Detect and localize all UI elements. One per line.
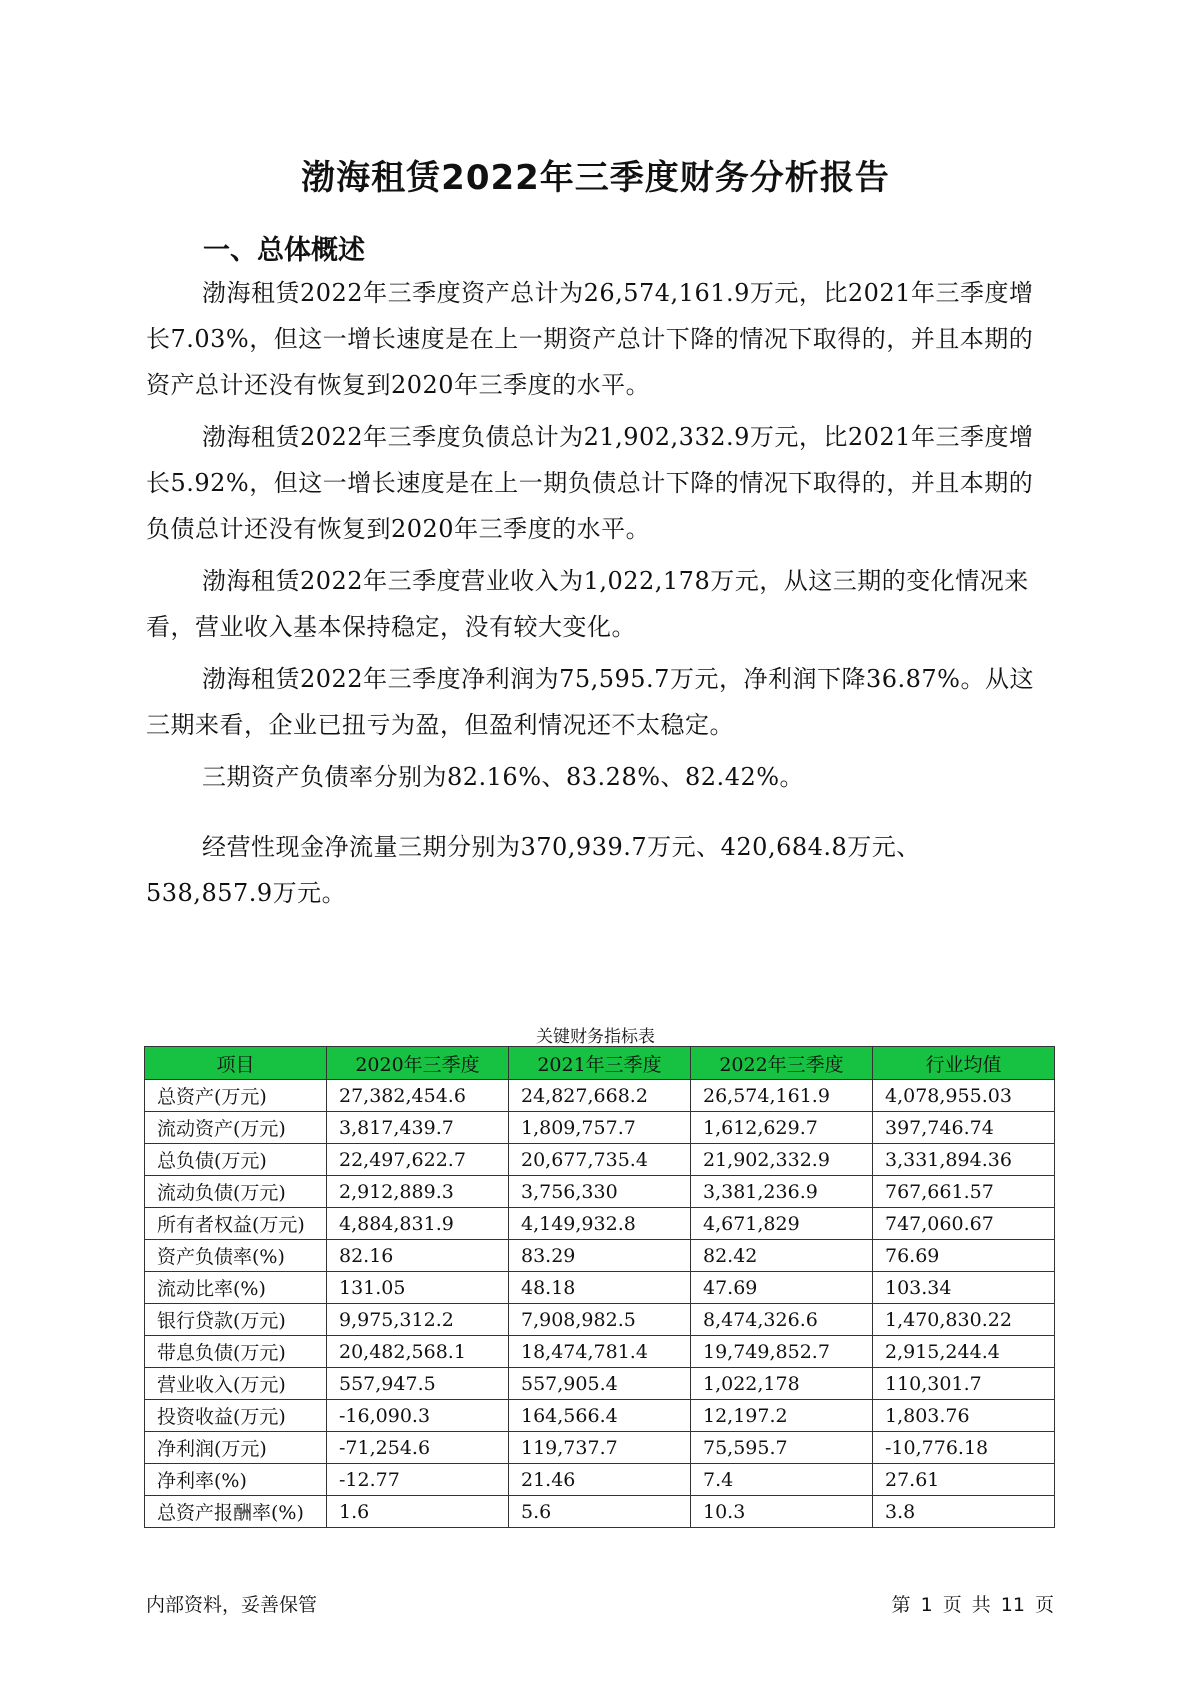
table-cell: 2,915,244.4 — [873, 1336, 1055, 1368]
table-cell: 27.61 — [873, 1464, 1055, 1496]
table-header-row — [145, 1047, 1055, 1080]
table-cell: 7,908,982.5 — [509, 1304, 691, 1336]
paragraph-liabilities: 渤海租赁2022年三季度负债总计为21,902,332.9万元，比2021年三季度增长5.92%，但这一增长速度是在上一期负债总计下降的情况下取得的，并且本期的负债总计还没有恢复到2020年三季度的水平。 — [146, 423, 1034, 543]
table-row — [145, 1176, 1055, 1208]
table-row — [145, 1112, 1055, 1144]
table-cell: 164,566.4 — [509, 1400, 691, 1432]
table-cell: 75,595.7 — [691, 1432, 873, 1464]
footer-page-number: 第 1 页 共 11 页 — [891, 1594, 1054, 1616]
table-row — [145, 1368, 1055, 1400]
table-cell: 3,817,439.7 — [327, 1112, 509, 1144]
table-row-label: 带息负债(万元) — [145, 1336, 327, 1368]
table-row — [145, 1464, 1055, 1496]
footer-confidential-note: 内部资料，妥善保管 — [146, 1594, 318, 1616]
table-row — [145, 1496, 1055, 1528]
table-row-label: 总负债(万元) — [145, 1144, 327, 1176]
table-cell: 7.4 — [691, 1464, 873, 1496]
table-row-label: 流动比率(%) — [145, 1272, 327, 1304]
table-row-label: 银行贷款(万元) — [145, 1304, 327, 1336]
table-row — [145, 1208, 1055, 1240]
paragraph-revenue: 渤海租赁2022年三季度营业收入为1,022,178万元，从这三期的变化情况来看，营业收入基本保持稳定，没有较大变化。 — [146, 567, 1029, 641]
table-cell: 24,827,668.2 — [509, 1080, 691, 1112]
table-cell: 26,574,161.9 — [691, 1080, 873, 1112]
table-header-cell: 行业均值 — [873, 1047, 1055, 1080]
table-row-label: 营业收入(万元) — [145, 1368, 327, 1400]
table-cell: 27,382,454.6 — [327, 1080, 509, 1112]
table-cell: 1,612,629.7 — [691, 1112, 873, 1144]
table-cell: 397,746.74 — [873, 1112, 1055, 1144]
table-cell: 557,947.5 — [327, 1368, 509, 1400]
table-caption: 关键财务指标表 — [536, 1027, 655, 1047]
table-row — [145, 1304, 1055, 1336]
table-cell: 19,749,852.7 — [691, 1336, 873, 1368]
table-cell: 82.42 — [691, 1240, 873, 1272]
table-cell: 131.05 — [327, 1272, 509, 1304]
table-cell: 5.6 — [509, 1496, 691, 1528]
table-row — [145, 1272, 1055, 1304]
table-cell: 1.6 — [327, 1496, 509, 1528]
table-cell: 119,737.7 — [509, 1432, 691, 1464]
table-row-label: 投资收益(万元) — [145, 1400, 327, 1432]
table-row-label: 流动资产(万元) — [145, 1112, 327, 1144]
table-row-label: 净利润(万元) — [145, 1432, 327, 1464]
table-header-cell: 项目 — [145, 1047, 327, 1080]
table-cell: 4,884,831.9 — [327, 1208, 509, 1240]
section-heading-overview: 一、总体概述 — [203, 235, 365, 266]
table-cell: 3,756,330 — [509, 1176, 691, 1208]
paragraph-net-profit: 渤海租赁2022年三季度净利润为75,595.7万元，净利润下降36.87%。从这三期来看，企业已扭亏为盈，但盈利情况还不太稳定。 — [146, 665, 1034, 739]
table-header-cell: 2021年三季度 — [509, 1047, 691, 1080]
paragraph-assets: 渤海租赁2022年三季度资产总计为26,574,161.9万元，比2021年三季度增长7.03%，但这一增长速度是在上一期资产总计下降的情况下取得的，并且本期的资产总计还没有恢复到2020年三季度的水平。 — [146, 279, 1034, 399]
table-cell: 4,078,955.03 — [873, 1080, 1055, 1112]
table-cell: -12.77 — [327, 1464, 509, 1496]
table-cell: 21.46 — [509, 1464, 691, 1496]
table-row — [145, 1400, 1055, 1432]
table-row — [145, 1432, 1055, 1464]
table-cell: 9,975,312.2 — [327, 1304, 509, 1336]
table-header-cell: 2022年三季度 — [691, 1047, 873, 1080]
table-row-label: 总资产(万元) — [145, 1080, 327, 1112]
table-header-cell: 2020年三季度 — [327, 1047, 509, 1080]
table-row-label: 总资产报酬率(%) — [145, 1496, 327, 1528]
table-cell: 10.3 — [691, 1496, 873, 1528]
key-financial-indicators-table — [144, 1046, 1055, 1528]
table-cell: -16,090.3 — [327, 1400, 509, 1432]
table-row — [145, 1336, 1055, 1368]
table-cell: 1,022,178 — [691, 1368, 873, 1400]
table-cell: 1,803.76 — [873, 1400, 1055, 1432]
table-cell: 47.69 — [691, 1272, 873, 1304]
table-cell: 82.16 — [327, 1240, 509, 1272]
table-cell: 20,482,568.1 — [327, 1336, 509, 1368]
table-cell: 20,677,735.4 — [509, 1144, 691, 1176]
report-title: 渤海租赁2022年三季度财务分析报告 — [301, 158, 890, 198]
table-row-label: 净利率(%) — [145, 1464, 327, 1496]
table-cell: 83.29 — [509, 1240, 691, 1272]
table-cell: 2,912,889.3 — [327, 1176, 509, 1208]
table-row-label: 资产负债率(%) — [145, 1240, 327, 1272]
paragraph-cash-flow: 经营性现金净流量三期分别为370,939.7万元、420,684.8万元、538,857.9万元。 — [146, 833, 921, 907]
paragraph-debt-ratio: 三期资产负债率分别为82.16%、83.28%、82.42%。 — [202, 763, 805, 791]
table-cell: 3,381,236.9 — [691, 1176, 873, 1208]
table-cell: 22,497,622.7 — [327, 1144, 509, 1176]
table-row-label: 流动负债(万元) — [145, 1176, 327, 1208]
table-cell: 1,470,830.22 — [873, 1304, 1055, 1336]
table-cell: 12,197.2 — [691, 1400, 873, 1432]
table-cell: 3.8 — [873, 1496, 1055, 1528]
table-cell: 103.34 — [873, 1272, 1055, 1304]
table-cell: 18,474,781.4 — [509, 1336, 691, 1368]
table-cell: 747,060.67 — [873, 1208, 1055, 1240]
table-cell: 76.69 — [873, 1240, 1055, 1272]
table-cell: 48.18 — [509, 1272, 691, 1304]
table-row — [145, 1080, 1055, 1112]
table-cell: -71,254.6 — [327, 1432, 509, 1464]
table-row — [145, 1144, 1055, 1176]
table-cell: 557,905.4 — [509, 1368, 691, 1400]
table-row-label: 所有者权益(万元) — [145, 1208, 327, 1240]
table-row — [145, 1240, 1055, 1272]
table-cell: 110,301.7 — [873, 1368, 1055, 1400]
table-cell: 4,149,932.8 — [509, 1208, 691, 1240]
table-cell: 4,671,829 — [691, 1208, 873, 1240]
table-cell: 767,661.57 — [873, 1176, 1055, 1208]
table-cell: 3,331,894.36 — [873, 1144, 1055, 1176]
table-cell: 21,902,332.9 — [691, 1144, 873, 1176]
table-cell: -10,776.18 — [873, 1432, 1055, 1464]
table-cell: 1,809,757.7 — [509, 1112, 691, 1144]
table-cell: 8,474,326.6 — [691, 1304, 873, 1336]
